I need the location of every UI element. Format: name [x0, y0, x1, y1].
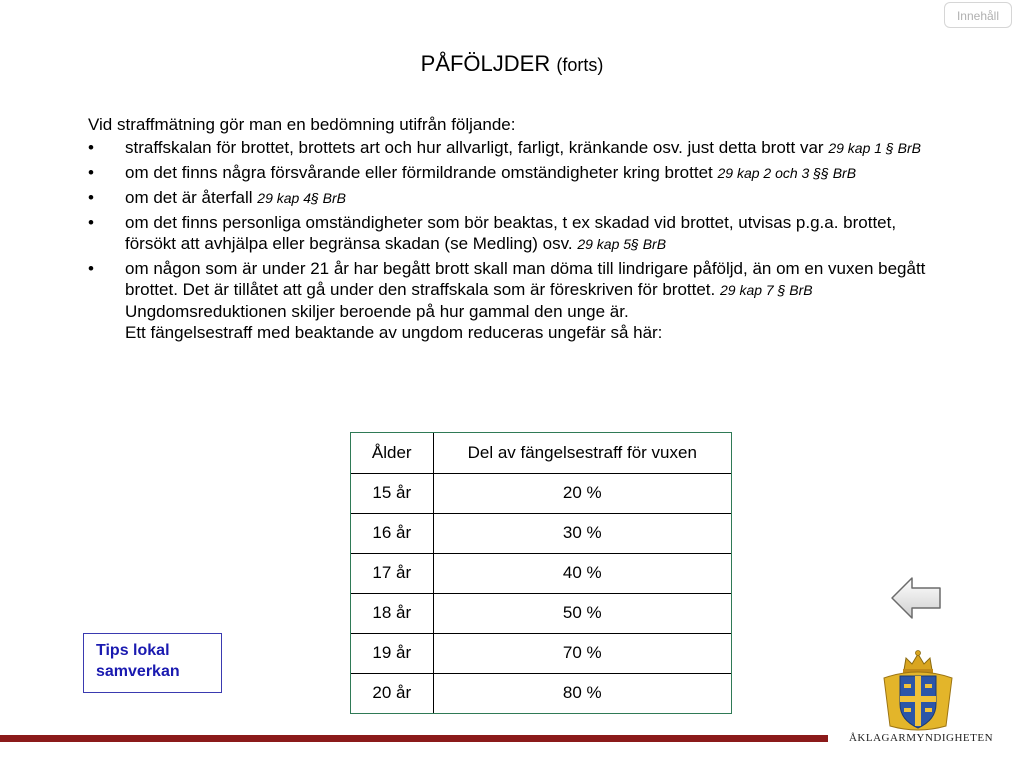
bullet-text: om det finns personliga omständigheter som bör beaktas, t ex skadad vid brottet, utvisas p.g.a. brottet, försökt att avhjälpa eller begränsa skadan (se Medling) osv.: [125, 213, 897, 253]
bullet-text: om någon som är under 21 år har begått brott skall man döma till lindrigare påföljd, än om en vuxen begått brottet. Det är tillåtet att gå under den straffskala som är föreskriven för brottet.: [125, 259, 926, 299]
title-main: PÅFÖLJDER: [420, 51, 551, 76]
bullet-marker: •: [88, 138, 94, 157]
bullet-text: om det finns några försvårande eller förmildrande omständigheter kring brottet: [125, 163, 713, 182]
bullet-marker: •: [88, 213, 94, 232]
list-item: [88, 162, 938, 184]
law-reference: 29 kap 2 och 3 §§ BrB: [717, 165, 857, 181]
table-cell-age: 19 år: [351, 633, 433, 673]
contents-button[interactable]: Innehåll: [944, 2, 1012, 28]
table-cell-age: 16 år: [351, 513, 433, 553]
table-cell-age: 20 år: [351, 673, 433, 713]
table-row: [351, 513, 731, 553]
tips-label-line2: samverkan: [96, 663, 180, 680]
table-cell-age: 15 år: [351, 473, 433, 513]
tips-link-box[interactable]: [83, 633, 222, 693]
table-row: [351, 633, 731, 673]
table-row: [351, 553, 731, 593]
table-cell-share: 40 %: [433, 553, 731, 593]
table-cell-age: 18 år: [351, 593, 433, 633]
table-cell-share: 30 %: [433, 513, 731, 553]
bullet-marker: •: [88, 259, 94, 278]
list-item: [88, 137, 938, 159]
bullet-text: straffskalan för brottet, brottets art och hur allvarligt, farligt, kränkande osv. just detta brott var: [125, 138, 824, 157]
bullet-extra-text: Ungdomsreduktionen skiljer beroende på hur gammal den unge är.: [125, 302, 629, 321]
footer-bar: [0, 735, 828, 742]
agency-name: ÅKLAGARMYNDIGHETEN: [848, 732, 994, 744]
back-arrow-icon[interactable]: [890, 576, 942, 620]
slide-title: [0, 50, 1024, 79]
table-header-row: [351, 433, 731, 473]
column-header-age: Ålder: [351, 433, 433, 473]
table-cell-age: 17 år: [351, 553, 433, 593]
table-row: [351, 593, 731, 633]
table-cell-share: 20 %: [433, 473, 731, 513]
column-header-share: Del av fängelsestraff för vuxen: [433, 433, 731, 473]
slide-body: [88, 114, 938, 346]
table-cell-share: 70 %: [433, 633, 731, 673]
list-item: [88, 258, 938, 343]
bullet-extra-text: Ett fängelsestraff med beaktande av ungdom reduceras ungefär så här:: [125, 323, 663, 342]
table-row: [351, 473, 731, 513]
reduction-table: [350, 432, 732, 714]
table-row: [351, 673, 731, 713]
tips-label-line1: Tips lokal: [96, 642, 170, 659]
table-cell-share: 50 %: [433, 593, 731, 633]
coat-of-arms-icon: [874, 648, 962, 734]
bullet-marker: •: [88, 188, 94, 207]
bullet-text: om det är återfall: [125, 188, 253, 207]
law-reference: 29 kap 7 § BrB: [719, 282, 813, 298]
list-item: [88, 212, 938, 255]
law-reference: 29 kap 5§ BrB: [577, 236, 667, 252]
title-sub: (forts): [556, 55, 604, 75]
table-cell-share: 80 %: [433, 673, 731, 713]
bullet-list: [88, 137, 938, 343]
bullet-marker: •: [88, 163, 94, 182]
law-reference: 29 kap 1 § BrB: [828, 140, 921, 156]
list-item: [88, 187, 938, 209]
law-reference: 29 kap 4§ BrB: [257, 190, 347, 206]
intro-text: Vid straffmätning gör man en bedömning utifrån följande:: [88, 115, 516, 134]
